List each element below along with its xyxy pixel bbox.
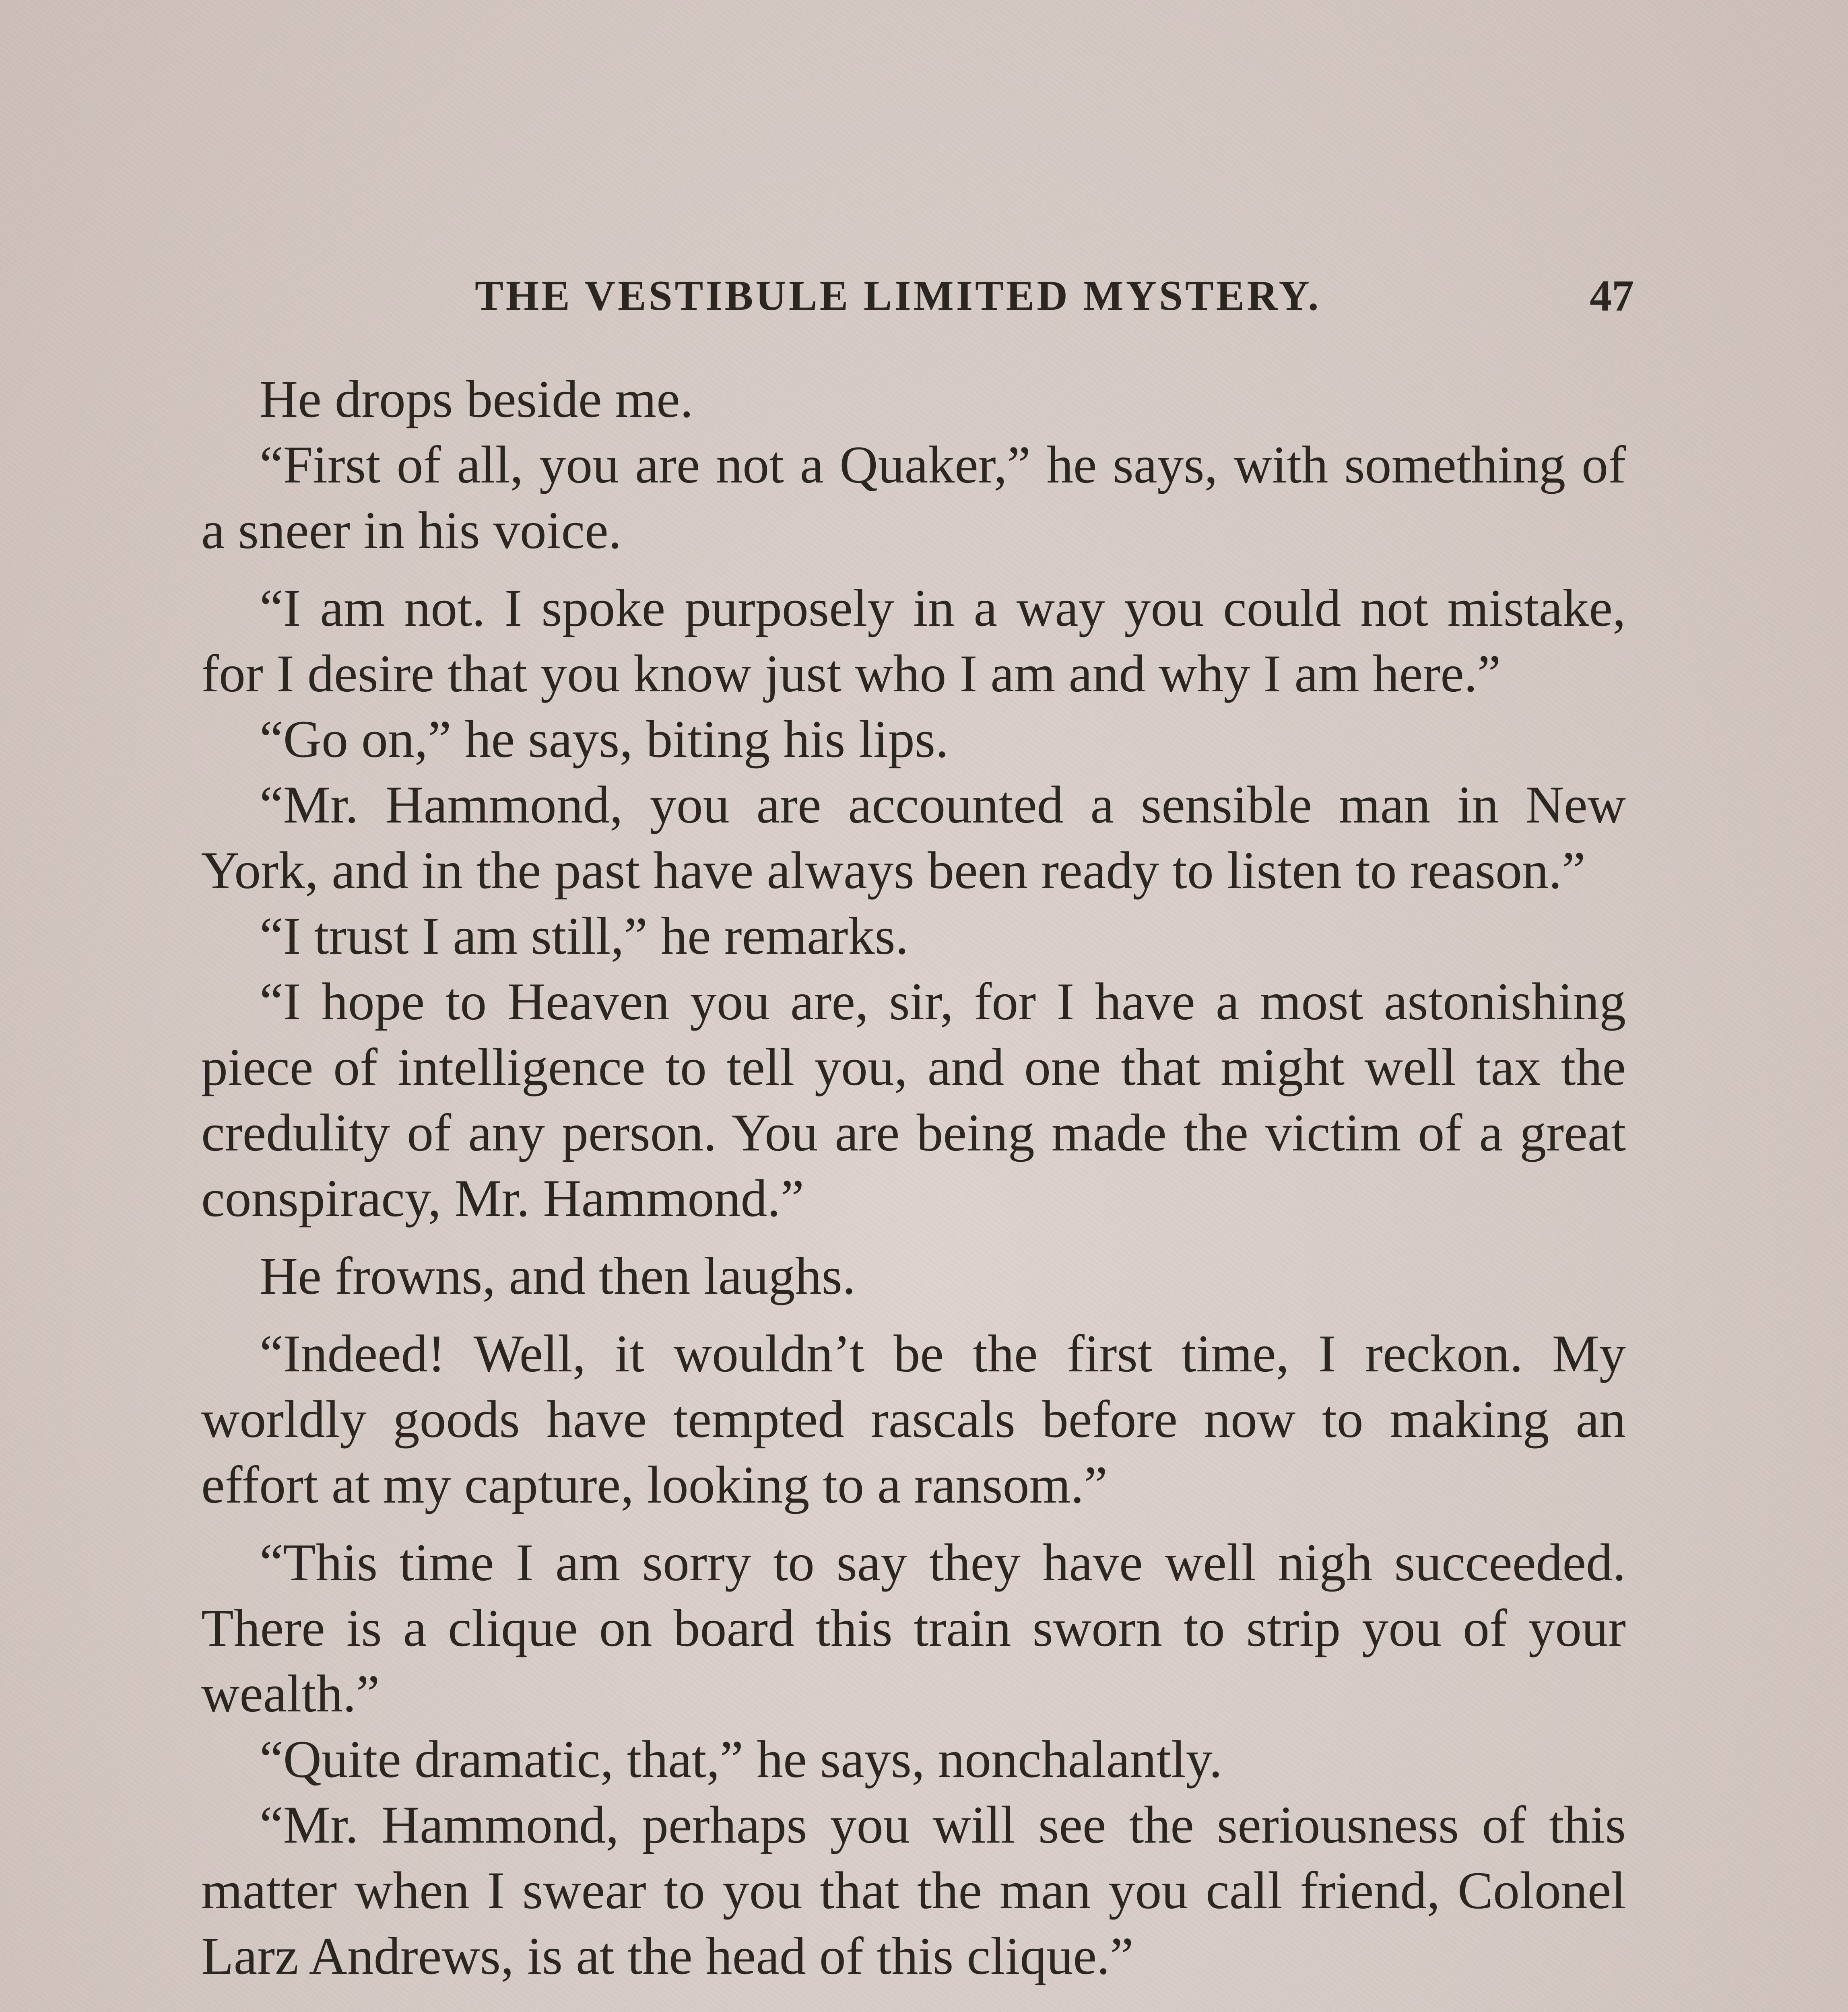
paragraph: “Indeed! Well, it wouldn’t be the first time, I reckon. My worldly goods have tempted rascals before now to making an effort at my capture, looking to a ransom.” <box>201 1321 1626 1517</box>
page-number: 47 <box>1590 264 1634 328</box>
paragraph: “I am not. I spoke purposely in a way you could not mistake, for I desire that you know just who I am and why I am here.” <box>201 575 1626 706</box>
paragraph: “Mr. Hammond, perhaps you will see the seriousness of this matter when I swear to you that the man you call friend, Colonel Larz Andrews, is at the head of this clique.” <box>201 1792 1626 1989</box>
paragraph: He frowns, and then laughs. <box>201 1243 1626 1309</box>
paragraph: “This time I am sorry to say they have well nigh succeeded. There is a clique on board this train sworn to strip you of your wealth.” <box>201 1530 1626 1726</box>
paragraph: He drops beside me. <box>201 366 1626 432</box>
paragraph: “Mr. Hammond, you are accounted a sensible man in New York, and in the past have always been ready to listen to reason.” <box>201 772 1626 903</box>
paragraph: “Go on,” he says, biting his lips. <box>201 706 1626 772</box>
paragraph: “I trust I am still,” he remarks. <box>201 903 1626 969</box>
running-title: THE VESTIBULE LIMITED MYSTERY. <box>475 264 1321 328</box>
paragraph: “Quite dramatic, that,” he says, nonchalantly. <box>201 1726 1626 1792</box>
paragraph: “First of all, you are not a Quaker,” he says, with something of a sneer in his voice. <box>201 432 1626 563</box>
paragraph: “I hope to Heaven you are, sir, for I have a most astonishing piece of intelligence to tell you, and one that might well tax the credulity of any person. You are being made the victim of a great conspiracy, Mr. Hammond.” <box>201 969 1626 1231</box>
